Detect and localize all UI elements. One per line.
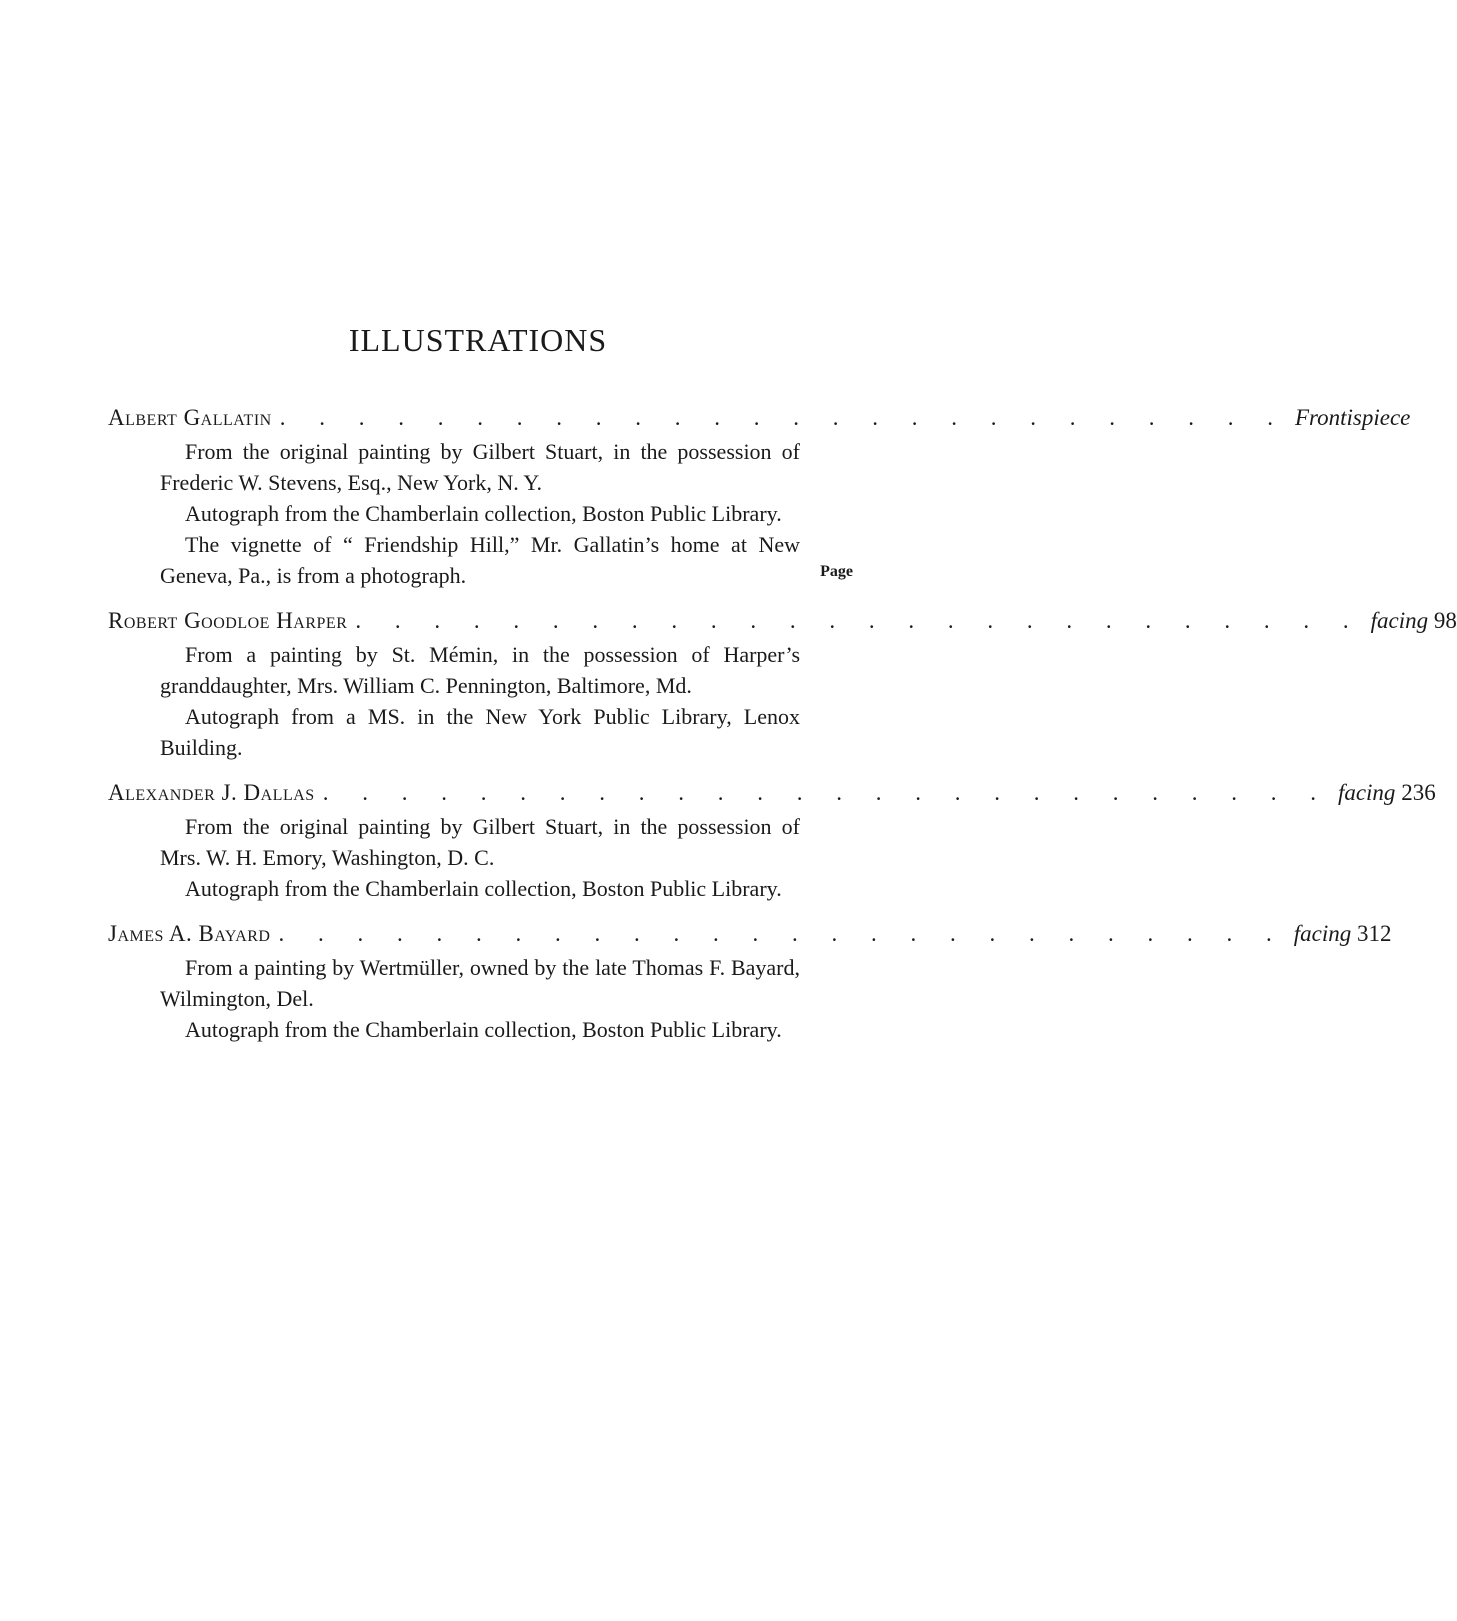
- description-paragraph: The vignette of “ Friendship Hill,” Mr. Gallatin’s home at New Geneva, Pa., is from a photograph.: [160, 532, 800, 588]
- entry-description: [160, 811, 800, 904]
- entry-page-ref: [1338, 777, 1436, 809]
- description-paragraph: Autograph from a MS. in the New York Public Library, Lenox Building.: [160, 704, 800, 760]
- entry-description: [160, 952, 800, 1045]
- dot-leader: . . . . . . . . . . . . . . . . . . . . . . . . . .: [278, 921, 1286, 946]
- entry-name: James A. Bayard: [108, 921, 271, 946]
- description-paragraph: From a painting by Wertmüller, owned by the late Thomas F. Bayard, Wilmington, Del.: [160, 955, 800, 1011]
- description-paragraph: From the original painting by Gilbert Stuart, in the possession of Frederic W. Stevens, Esq., New York, N. Y.: [160, 439, 800, 495]
- entry-name: Robert Goodloe Harper: [108, 608, 348, 633]
- facing-label: facing: [1293, 921, 1352, 946]
- entry-page: 236: [1401, 780, 1436, 805]
- entry-heading: [108, 777, 1436, 811]
- page-column-label: Page: [820, 563, 853, 580]
- facing-label: facing: [1370, 608, 1429, 633]
- list-item: [108, 777, 1436, 904]
- description-paragraph: From a painting by St. Mémin, in the possession of Harper’s granddaughter, Mrs. William C. Pennington, Baltimore, Md.: [160, 642, 800, 698]
- entry-description: [160, 436, 800, 591]
- entry-page-ref: [1371, 605, 1457, 637]
- entry-page: 312: [1356, 921, 1392, 946]
- entry-heading: [108, 918, 1392, 952]
- dot-leader: . . . . . . . . . . . . . . . . . . . . . . . . . .: [322, 780, 1330, 805]
- entry-heading: [108, 402, 1411, 436]
- illustrations-list: [108, 402, 1457, 1059]
- list-item: [108, 918, 1392, 1045]
- list-item: [108, 605, 1457, 763]
- description-paragraph: Autograph from the Chamberlain collection, Boston Public Library.: [185, 876, 782, 901]
- description-paragraph: Autograph from the Chamberlain collection, Boston Public Library.: [185, 501, 782, 526]
- entry-description: [160, 639, 800, 763]
- entry-page-ref: [1295, 402, 1410, 434]
- dot-leader: . . . . . . . . . . . . . . . . . . . . . . . . . .: [279, 405, 1287, 430]
- facing-label: facing: [1337, 780, 1396, 805]
- entry-page: Frontispiece: [1294, 405, 1411, 430]
- entry-heading: [108, 605, 1457, 639]
- description-paragraph: From the original painting by Gilbert Stuart, in the possession of Mrs. W. H. Emory, Washington, D. C.: [160, 814, 800, 870]
- entry-page: 98: [1433, 608, 1457, 633]
- entry-page-ref: [1294, 918, 1392, 950]
- list-item: [108, 402, 1411, 591]
- dot-leader: . . . . . . . . . . . . . . . . . . . . . . . . . .: [355, 608, 1363, 633]
- description-paragraph: Autograph from the Chamberlain collection, Boston Public Library.: [185, 1017, 782, 1042]
- entry-name: Albert Gallatin: [108, 405, 272, 430]
- entry-name: Alexander J. Dallas: [108, 780, 315, 805]
- page-title: ILLUSTRATIONS: [348, 322, 608, 358]
